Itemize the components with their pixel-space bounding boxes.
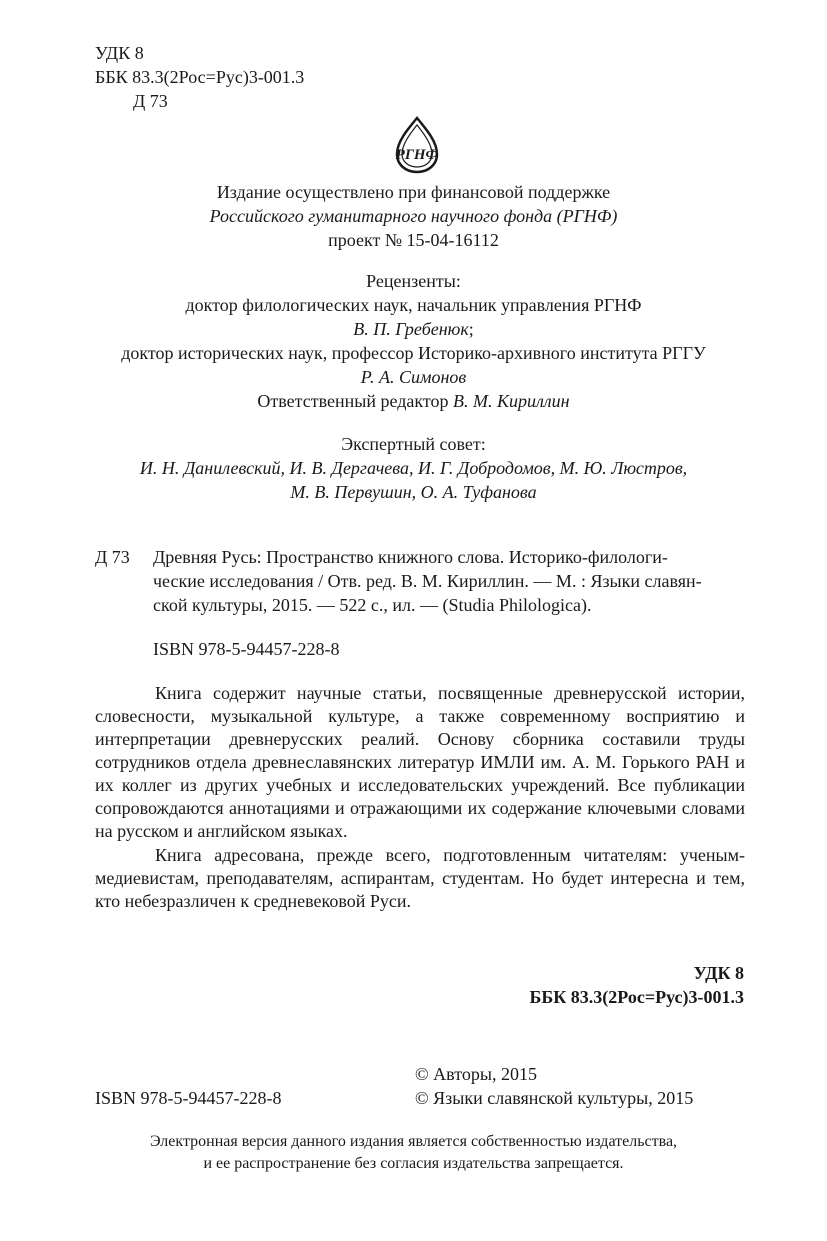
classification-udk: УДК 8 <box>693 963 744 983</box>
abstract-paragraph-2: Книга адресована, прежде всего, подготовленным читателям: ученым-медиевистам, преподавателям, аспирантам, студентам. Но будет интересна и тем, кто небезразличен к средневековой Руси. <box>95 845 745 911</box>
funding-line-2: Российского гуманитарного научного фонда (РГНФ) <box>209 206 618 226</box>
reviewer-1-separator: ; <box>468 319 474 339</box>
copyright-authors: © Авторы, 2015 <box>415 1064 537 1084</box>
svg-text:РГНФ: РГНФ <box>395 147 439 163</box>
responsible-editor <box>0 390 827 412</box>
classification-bbk: ББК 83.3(2Рос=Рус)3-001.3 <box>529 987 744 1007</box>
council-members-line-1: И. Н. Данилевский, И. В. Дергачева, И. Г. Добродомов, М. Ю. Люстров, <box>139 458 688 478</box>
funding-project-number: проект № 15-04-16112 <box>328 230 499 250</box>
copyright-publisher: © Языки славянской культуры, 2015 <box>415 1088 694 1108</box>
editor-label: Ответственный редактор <box>257 391 449 411</box>
reviewers-title: Рецензенты: <box>366 271 461 291</box>
author-code-header: Д 73 <box>133 91 168 111</box>
notice-line-1: Электронная версия данного издания является собственностью издательства, <box>149 1133 678 1150</box>
bib-code: Д 73 <box>95 547 130 567</box>
reviewer-1-name: В. П. Гребенюк <box>353 319 469 339</box>
bbk-header: ББК 83.3(2Рос=Рус)3-001.3 <box>95 67 305 87</box>
udk-header: УДК 8 <box>95 43 144 63</box>
bib-line-1: Древняя Русь: Пространство книжного слова. Историко-филологи- <box>153 547 668 567</box>
notice-line-2: и ее распространение без согласия издательства запрещается. <box>203 1155 624 1172</box>
reviewer-1-role: доктор филологических наук, начальник управления РГНФ <box>185 295 642 315</box>
reviewer-2-role: доктор исторических наук, профессор Историко-архивного института РГГУ <box>121 343 706 363</box>
council-members-line-2: М. В. Первушин, О. А. Туфанова <box>290 482 537 502</box>
rgnf-logo-icon <box>393 116 441 174</box>
reviewer-2-name: Р. А. Симонов <box>360 367 467 387</box>
bib-line-2: ческие исследования / Отв. ред. В. М. Кириллин. — М. : Языки славян- <box>153 571 702 591</box>
bib-isbn: ISBN 978-5-94457-228-8 <box>153 639 340 659</box>
editor-name: В. М. Кириллин <box>453 391 570 411</box>
reviewer-1 <box>0 318 827 340</box>
bib-line-3: ской культуры, 2015. — 522 с., ил. — (Studia Philologica). <box>153 595 592 615</box>
abstract-paragraph-1: Книга содержит научные статьи, посвященные древнерусской истории, словесности, музыкальной культуре, а также современному восприятию и интерпретации древнерусских реалий. Основу сборника составили труды сотрудников отдела древнеславянских литератур ИМЛИ им. А. М. Горького РАН и их коллег из других учебных и исследовательских учреждений. Все публикации сопровождаются аннотациями и отражающими их содержание ключевыми словами на русском и английском языках. <box>95 683 745 841</box>
footer-isbn: ISBN 978-5-94457-228-8 <box>95 1088 282 1108</box>
council-title: Экспертный совет: <box>341 434 486 454</box>
funding-line-1: Издание осуществлено при финансовой поддержке <box>216 182 611 202</box>
abstract <box>95 682 745 913</box>
